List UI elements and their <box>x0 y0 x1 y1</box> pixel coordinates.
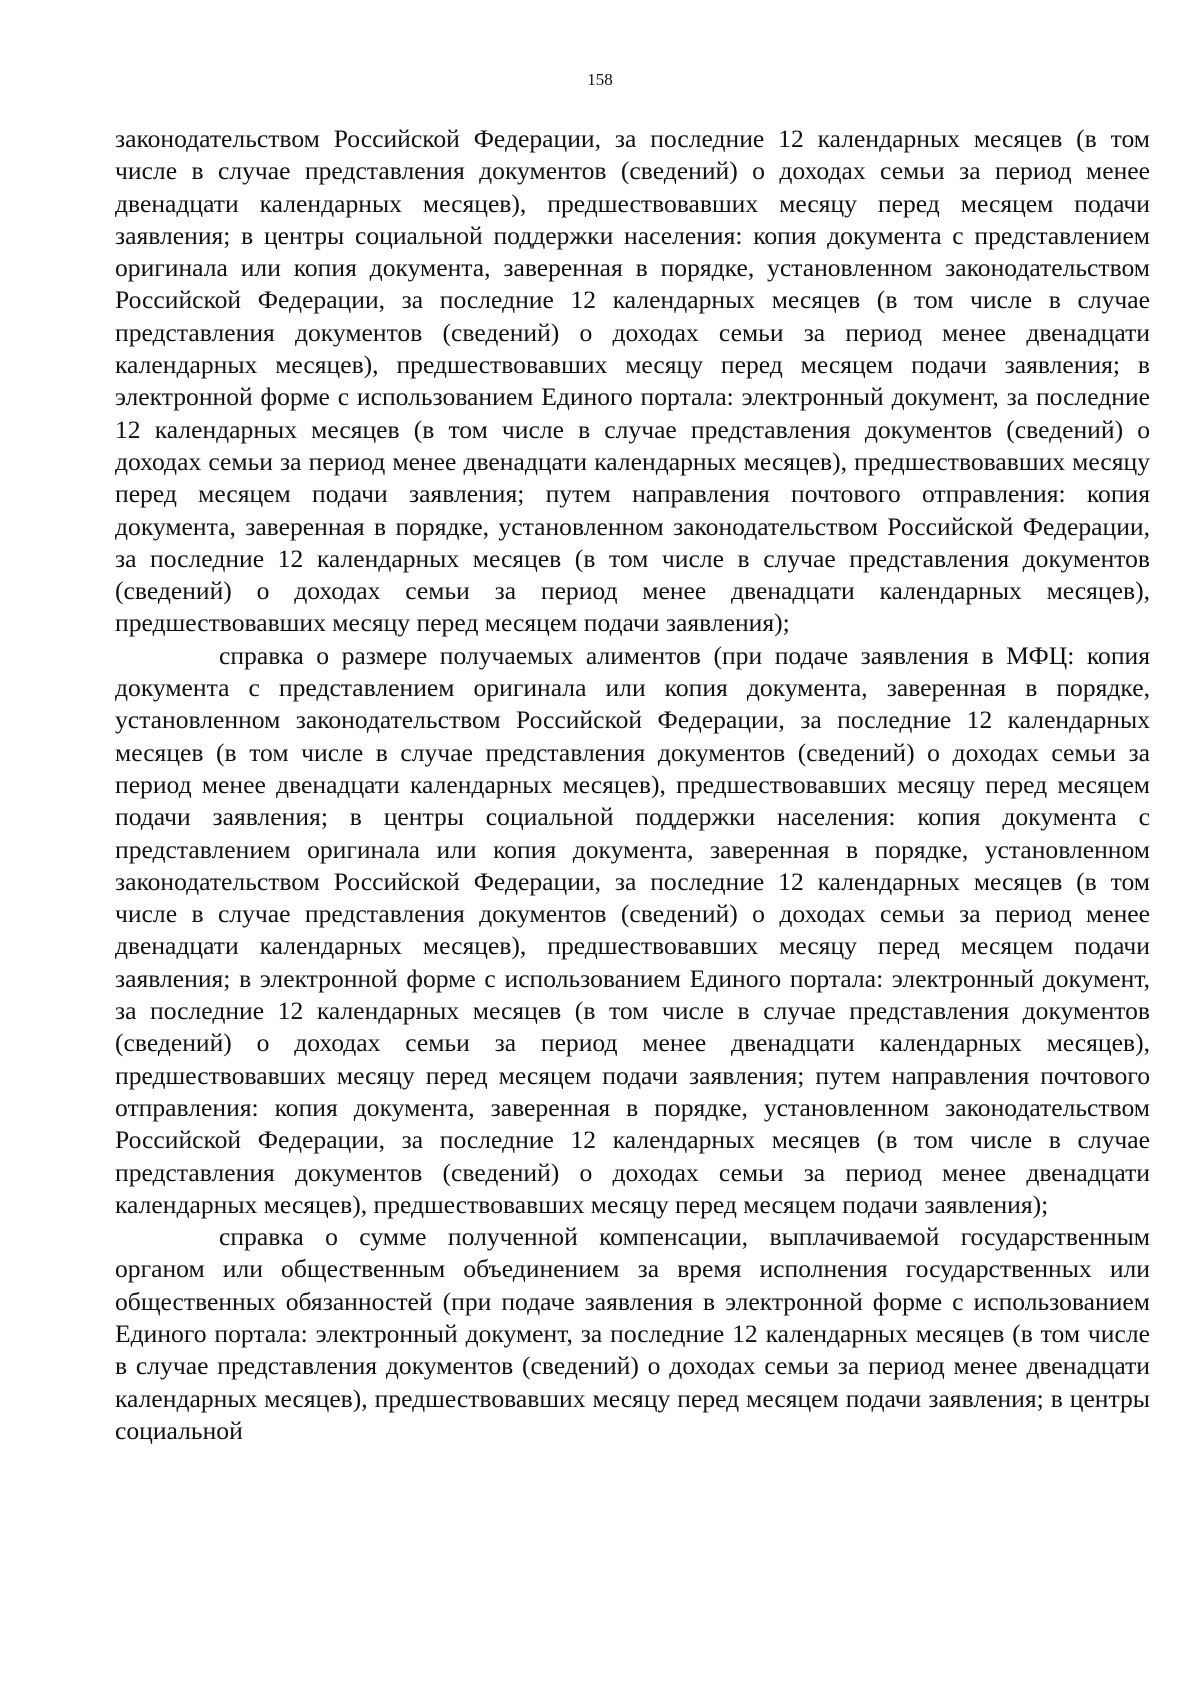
document-body <box>115 123 1150 1447</box>
paragraph-continuation: законодательством Российской Федерации, за последние 12 календарных месяцев (в том числе в случае представления документов (сведений) о доходах семьи за период менее двенадцати календарных месяцев), предшествовавших месяцу перед месяцем подачи заявления; в центры социальной поддержки населения: копия документа с представлением оригинала или копия документа, заверенная в порядке, установленном законодательством Российской Федерации, за последние 12 календарных месяцев (в том числе в случае представления документов (сведений) о доходах семьи за период менее двенадцати календарных месяцев), предшествовавших месяцу перед месяцем подачи заявления; в электронной форме с использованием Единого портала: электронный документ, за последние 12 календарных месяцев (в том числе в случае представления документов (сведений) о доходах семьи за период менее двенадцати календарных месяцев), предшествовавших месяцу перед месяцем подачи заявления; путем направления почтового отправления: копия документа, заверенная в порядке, установленном законодательством Российской Федерации, за последние 12 календарных месяцев (в том числе в случае представления документов (сведений) о доходах семьи за период менее двенадцати календарных месяцев), предшествовавших месяцу перед месяцем подачи заявления); <box>115 124 1150 638</box>
paragraph-compensation-certificate: справка о сумме полученной компенсации, выплачиваемой государственным органом или общественным объединением за время исполнения государственных или общественных обязанностей (при подаче заявления в электронной форме с использованием Единого портала: электронный документ, за последние 12 календарных месяцев (в том числе в случае представления документов (сведений) о доходах семьи за период менее двенадцати календарных месяцев), предшествовавших месяцу перед месяцем подачи заявления; в центры социальной <box>115 1222 1150 1445</box>
paragraph-alimony-certificate: справка о размере получаемых алиментов (при подаче заявления в МФЦ: копия документа с представлением оригинала или копия документа, заверенная в порядке, установленном законодательством Российской Федерации, за последние 12 календарных месяцев (в том числе в случае представления документов (сведений) о доходах семьи за период менее двенадцати календарных месяцев), предшествовавших месяцу перед месяцем подачи заявления; в центры социальной поддержки населения: копия документа с представлением оригинала или копия документа, заверенная в порядке, установленном законодательством Российской Федерации, за последние 12 календарных месяцев (в том числе в случае представления документов (сведений) о доходах семьи за период менее двенадцати календарных месяцев), предшествовавших месяцу перед месяцем подачи заявления; в электронной форме с использованием Единого портала: электронный документ, за последние 12 календарных месяцев (в том числе в случае представления документов (сведений) о доходах семьи за период менее двенадцати календарных месяцев), предшествовавших месяцу перед месяцем подачи заявления; путем направления почтового отправления: копия документа, заверенная в порядке, установленном законодательством Российской Федерации, за последние 12 календарных месяцев (в том числе в случае представления документов (сведений) о доходах семьи за период менее двенадцати календарных месяцев), предшествовавших месяцу перед месяцем подачи заявления); <box>115 640 1150 1219</box>
page-number: 158 <box>587 70 613 89</box>
